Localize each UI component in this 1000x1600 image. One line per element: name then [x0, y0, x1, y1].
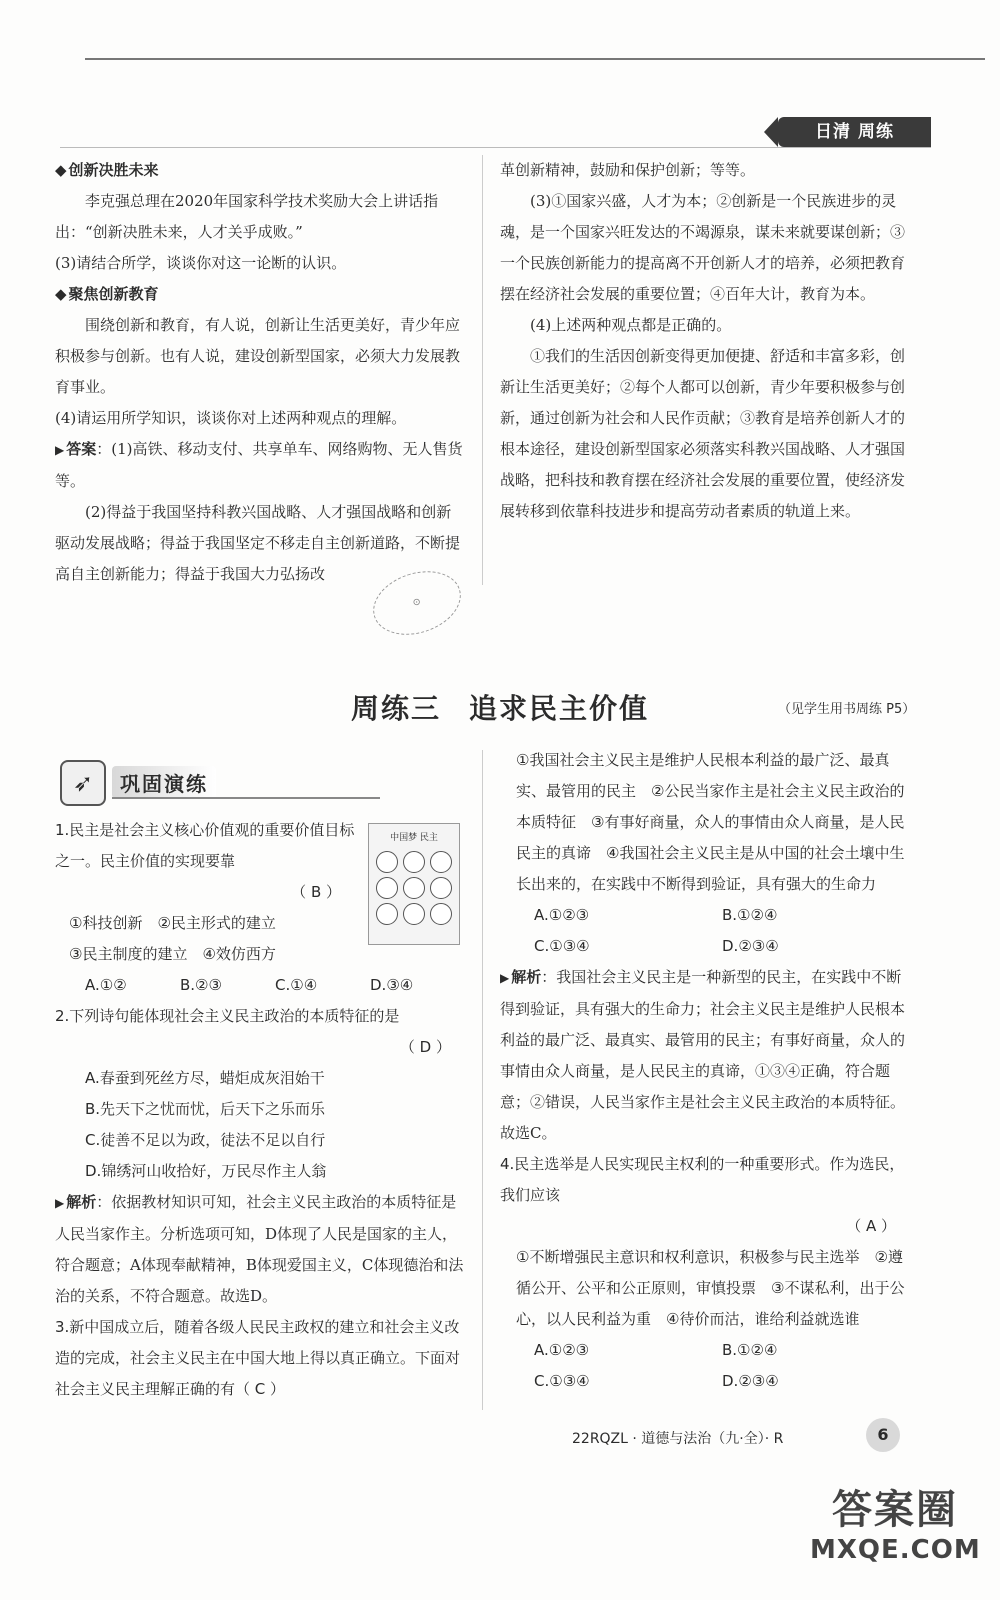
drill-label: 巩固演练 [112, 766, 216, 799]
question-2-answer-row [55, 1032, 465, 1063]
page-number: 6 [866, 1418, 900, 1452]
top-right-column [500, 155, 910, 527]
question-4: 4.民主选举是人民实现民主权利的一种重要形式。作为选民，我们应该 [500, 1155, 905, 1204]
question-3-answer: （ C ） [235, 1380, 286, 1398]
column-separator-top [482, 155, 483, 585]
footer-code: 22RQZL · 道德与法治（九·全）· R [572, 1431, 784, 1447]
paragraph-li-keqiang: 李克强总理在2020年国家科学技术奖励大会上讲话指出：“创新决胜未来，人才关乎成败。” [55, 192, 439, 241]
question-1-statements-a: ①科技创新 ②民主形式的建立 [69, 914, 276, 932]
answer-1 [55, 434, 465, 497]
q2-option-d: D.锦绣河山收拾好，万民尽作主人翁 [85, 1162, 327, 1180]
question-1: 1.民主是社会主义核心价值观的重要价值目标之一。民主价值的实现要靠 [55, 821, 355, 870]
question-3 [55, 1312, 465, 1405]
question-4-statements: ①不断增强民主意识和权利意识，积极参与民主选举 ②遵循公开、公平和公正原则，审慎投票 ③不谋私利，出于公心，以人民利益为重 ④待价而沽，谁给利益就选谁 [516, 1248, 905, 1328]
heading-innovation: ◆ 创新决胜未来 [55, 155, 465, 186]
question-4-answer: （ A ） [846, 1217, 896, 1235]
question-2-answer: （ D ） [399, 1038, 451, 1056]
answer-1-text: ：(1)高铁、移动支付、共享单车、网络购物、无人售货等。 [55, 440, 463, 490]
question-3: (3)请结合所学，谈谈你对这一论断的认识。 [55, 254, 347, 272]
face-icon [430, 903, 452, 925]
face-icon [376, 851, 398, 873]
question-2: 2.下列诗句能体现社会主义民主政治的本质特征的是 [55, 1007, 400, 1025]
site-watermark [810, 1478, 980, 1588]
face-icon [376, 903, 398, 925]
explanation-label: ▶ 解析 [500, 968, 541, 986]
answer-2-cont: 革创新精神，鼓励和保护创新；等等。 [500, 161, 756, 179]
rocket-icon: ➶ [60, 760, 106, 806]
section-title-text: 追求民主价值 [469, 692, 650, 725]
explanation-label: ▶ 解析 [55, 1193, 96, 1211]
question-3-explanation-text: ：我国社会主义民主是一种新型的民主，在实践中不断得到验证，具有强大的生命力；社会主义民主是维护人民根本利益的最广泛、最真实、最管用的民主；有事好商量，众人的事情由众人商量，是人民民主的真谛，①③④正确，符合题意；②错误，人民当家作主是社会主义民主政治的本质特征。故选C。 [500, 968, 906, 1142]
answer-3: (3)①国家兴盛，人才为本；②创新是一个民族进步的灵魂，是一个国家兴旺发达的不竭源泉，谋未来就要谋创新；③一个民族创新能力的提高离不开创新人才的培养，必须把教育摆在经济社会发展的重要位置；④百年大计，教育为本。 [500, 192, 906, 303]
top-border-line [85, 58, 985, 60]
stamp-watermark: ⊙ [365, 561, 469, 646]
q1-option-b: B.②③ [180, 976, 222, 994]
q2-option-c: C.徒善不足以为政，徒法不足以自行 [85, 1131, 326, 1149]
face-icon [376, 877, 398, 899]
answer-4-detail: ①我们的生活因创新变得更加便捷、舒适和丰富多彩，创新让生活更美好；②每个人都可以创新，青少年要积极参与创新，通过创新为社会和人民作贡献；③教育是培养创新人才的根本途径，建设创新型国家必须落实科教兴国战略、人才强国战略，把科技和教育摆在经济社会发展的重要位置，使经济发展转移到依靠科技进步和提高劳动者素质的轨道上来。 [500, 347, 906, 520]
q4-option-a: A.①②③ [534, 1341, 590, 1359]
top-left-column [55, 155, 465, 590]
question-3-text: 3.新中国成立后，随着各级人民民主政权的建立和社会主义改造的完成，社会主义民主在中国大地上得以真正确立。下面对社会主义民主理解正确的有 [55, 1318, 461, 1398]
face-icon [403, 851, 425, 873]
question-3-options-row2 [500, 931, 910, 962]
q4-option-b: B.①②④ [722, 1341, 778, 1359]
face-icon [403, 903, 425, 925]
watermark-line1: 答案圈 [832, 1487, 958, 1533]
watermark-line2: MXQE.COM [810, 1535, 981, 1565]
header-rule [60, 147, 931, 148]
header-tag: 日清 周练 [778, 117, 931, 147]
bottom-right-column [500, 745, 910, 1397]
q3-option-d: D.②③④ [722, 937, 779, 955]
q3-option-b: B.①②④ [722, 906, 778, 924]
column-separator-bottom [482, 750, 483, 1410]
heading-education: ◆ 聚焦创新教育 [55, 279, 465, 310]
question-1-statements-b: ③民主制度的建立 ④效仿西方 [69, 945, 276, 963]
face-icon [403, 877, 425, 899]
face-icon [430, 851, 452, 873]
q3-option-c: C.①③④ [534, 937, 590, 955]
q1-option-c: C.①④ [275, 976, 318, 994]
question-2-explanation-text: ：依据教材知识可知，社会主义民主政治的本质特征是人民当家作主。分析选项可知，D体现了人民是国家的主人，符合题意；A体现奉献精神，B体现爱国主义，C体现德治和法治的关系，不符合题意。故选D。 [55, 1193, 464, 1305]
question-4: (4)请运用所学知识，谈谈你对上述两种观点的理解。 [55, 409, 407, 427]
question-3-statements: ①我国社会主义民主是维护人民根本利益的最广泛、最真实、最管用的民主 ②公民当家作主是社会主义民主政治的本质特征 ③有事好商量，众人的事情由众人商量，是人民民主的真谛 ④我国社会主义民主是从中国的社会土壤中生长出来的，在实践中不断得到验证，具有强大的生命力 [516, 751, 905, 893]
question-4-answer-row [500, 1211, 910, 1242]
question-3-options-row1 [500, 900, 910, 931]
q2-option-a: A.春蚕到死丝方尽，蜡炬成灰泪始干 [85, 1069, 325, 1087]
paragraph-education: 围绕创新和教育，有人说，创新让生活更美好，青少年应积极参与创新。也有人说，建设创新型国家，必须大力发展教育事业。 [55, 316, 461, 396]
drill-banner [60, 760, 380, 806]
question-1-options [55, 970, 465, 1001]
q3-option-a: A.①②③ [534, 906, 590, 924]
section-reference: （见学生用书周练 P5） [778, 702, 916, 717]
q2-option-b: B.先天下之忧而忧，后天下之乐而乐 [85, 1100, 326, 1118]
illustration-caption: 中国梦 民主 [390, 833, 438, 843]
crowd-faces [369, 843, 459, 933]
q1-option-d: D.③④ [370, 976, 414, 994]
answer-2: (2)得益于我国坚持科教兴国战略、人才强国战略和创新驱动发展战略；得益于我国坚定不移走自主创新道路，不断提高自主创新能力；得益于我国大力弘扬改 [55, 503, 461, 583]
q4-option-d: D.②③④ [722, 1372, 779, 1390]
q1-option-a: A.①② [85, 976, 127, 994]
answer-label: ▶ 答案 [55, 440, 96, 458]
question-1-answer: （ B ） [291, 883, 341, 901]
section-title-number: 周练三 [350, 692, 441, 725]
face-icon [430, 877, 452, 899]
question-2-explanation [55, 1187, 465, 1312]
democracy-illustration [368, 823, 460, 945]
drill-underline [112, 797, 380, 799]
question-4-options-row1 [500, 1335, 910, 1366]
answer-4: (4)上述两种观点都是正确的。 [530, 316, 732, 334]
question-3-explanation [500, 962, 910, 1149]
q4-option-c: C.①③④ [534, 1372, 590, 1390]
question-4-options-row2 [500, 1366, 910, 1397]
